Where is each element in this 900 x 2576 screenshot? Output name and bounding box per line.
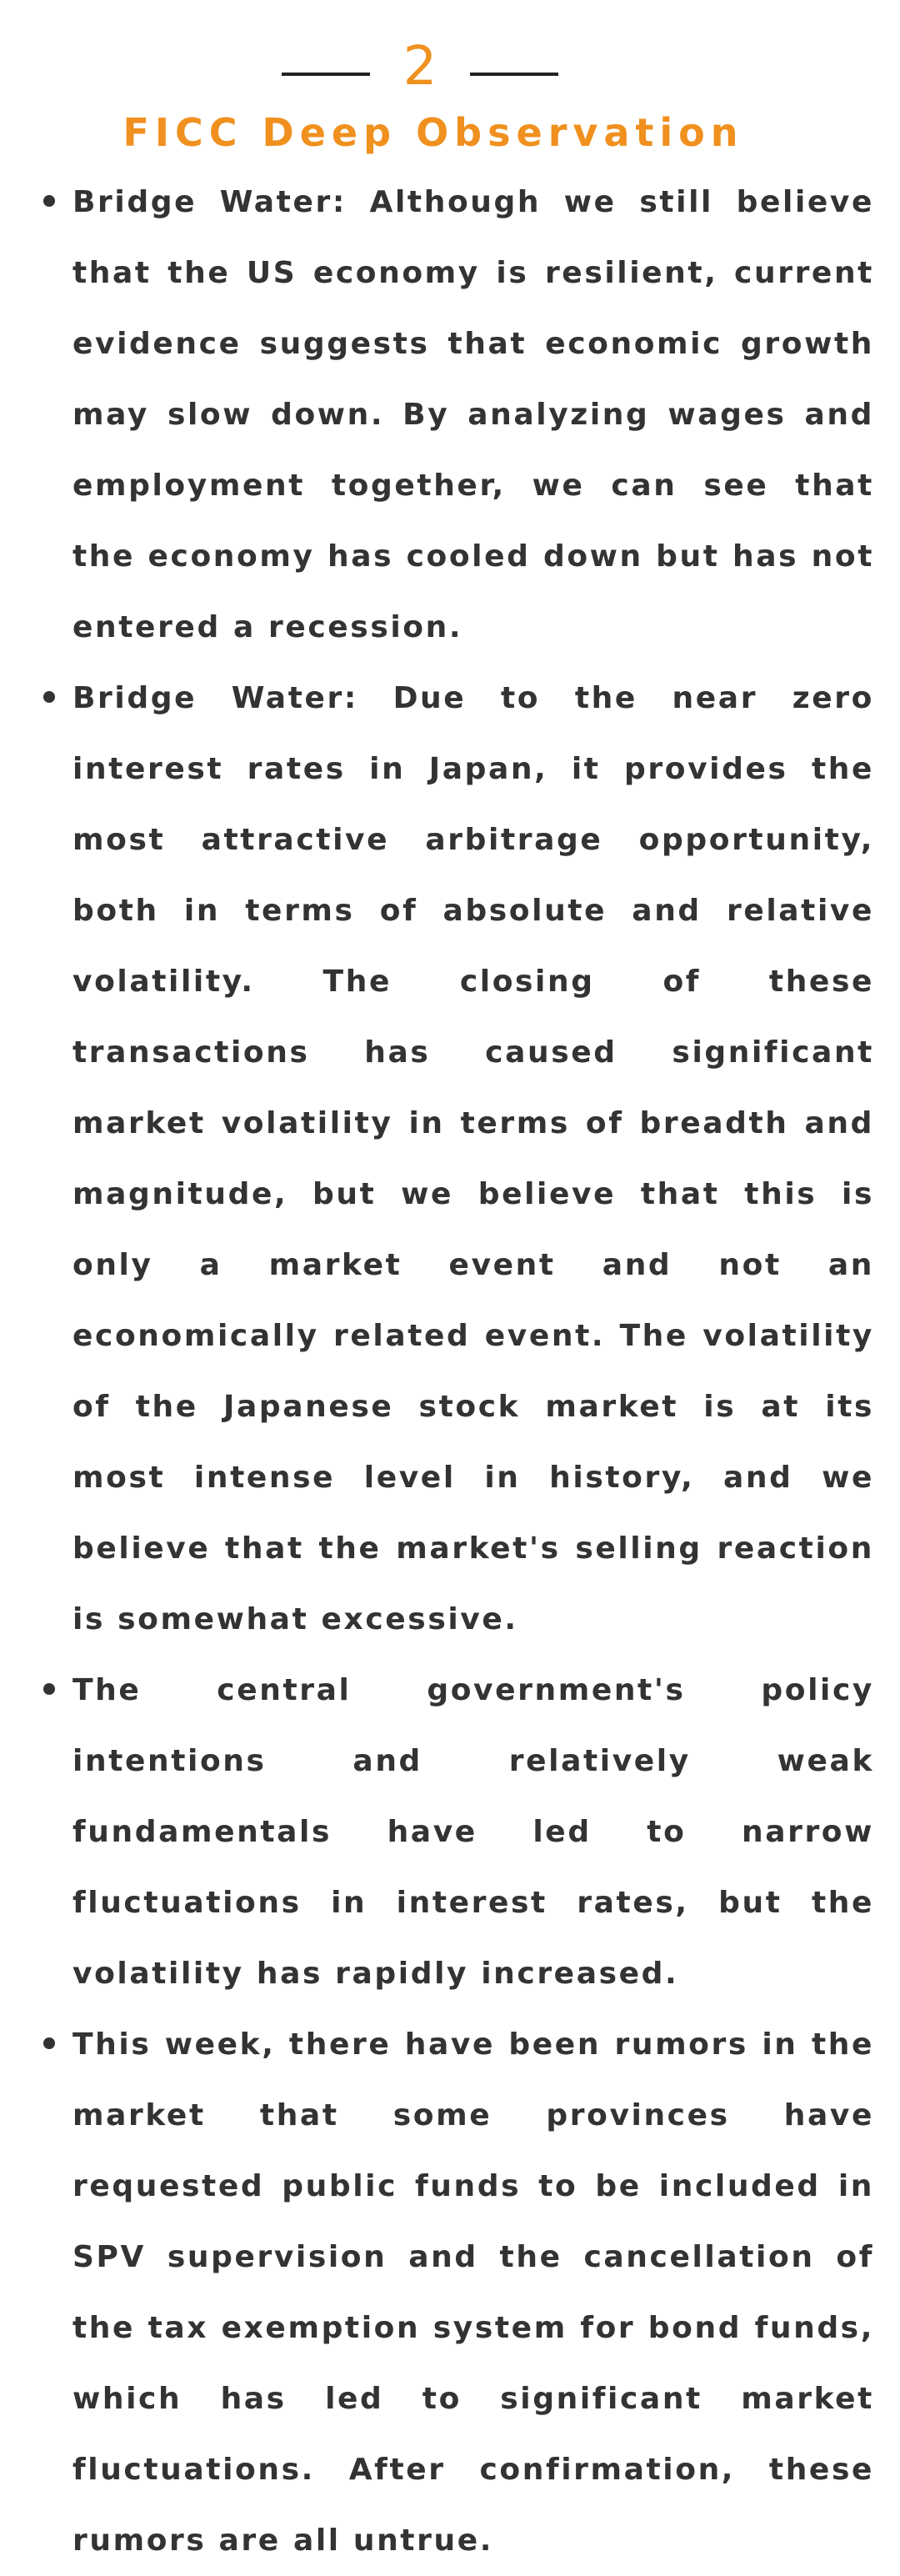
bullet-item-central-government-policy xyxy=(0,1655,900,2009)
bullet-text: Bridge Water: Due to the near zero interest rates in Japan, it provides the most attractive arbitrage opportunity, both in terms of absolute and relative volatility. The closing of these transactions has caused significant market volatility in terms of breadth and magnitude, but we believe that this is only a market event and not an economically related event. The volatility of the Japanese stock market is at its most intense level in history, and we believe that the market's selling reaction is somewhat excessive. xyxy=(72,681,874,1636)
bullet-dot-icon xyxy=(43,691,55,703)
bullet-text: The central government's policy intentions and relatively weak fundamentals have led to narrow fluctuations in interest rates, but the volatility has rapidly increased. xyxy=(72,1673,874,1991)
bullet-item-bridgewater-japan xyxy=(0,663,900,1655)
section-number-row xyxy=(0,33,833,108)
bullet-text: This week, there have been rumors in the market that some provinces have requested public funds to be included in SPV supervision and the cancellation of the tax exemption system for bond funds, which has led to significant market fluctuations. After confirmation, these rumors are all untrue. xyxy=(72,2027,874,2558)
bullet-list xyxy=(0,167,900,2576)
left-divider-line xyxy=(282,73,370,76)
bullet-dot-icon xyxy=(43,1683,55,1695)
bullet-text: Bridge Water: Although we still believe that the US economy is resilient, current evidence suggests that economic growth may slow down. By analyzing wages and employment together, we can see that the economy has cooled down but has not entered a recession. xyxy=(72,185,874,644)
bullet-dot-icon xyxy=(43,195,55,207)
bullet-dot-icon xyxy=(43,2037,55,2049)
bullet-item-bridgewater-us-economy xyxy=(0,167,900,663)
section-number: 2 xyxy=(402,36,438,98)
bullet-item-market-rumors xyxy=(0,2009,900,2576)
right-divider-line xyxy=(470,73,558,76)
section-title: FICC Deep Observation xyxy=(122,110,744,155)
